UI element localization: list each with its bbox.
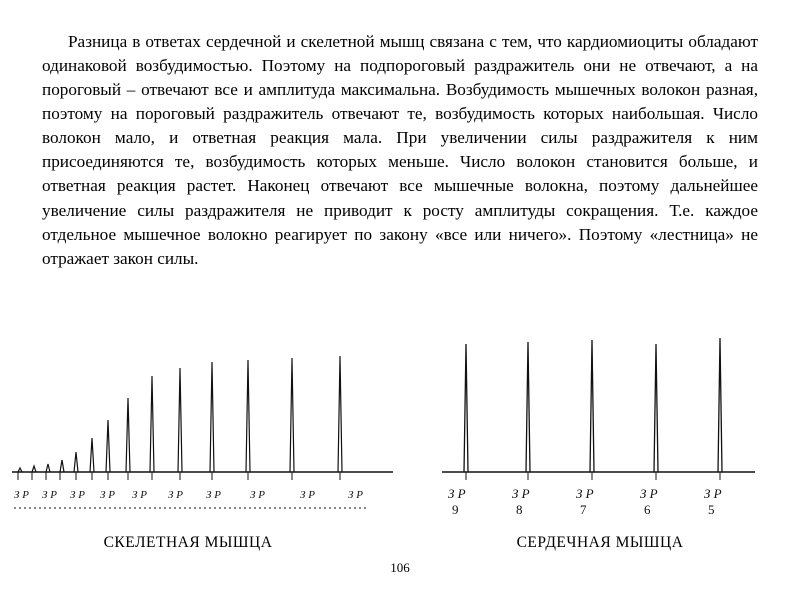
skeletal-marker-labels	[14, 489, 363, 501]
figures-container	[0, 322, 800, 562]
svg-text:8: 8	[516, 502, 523, 517]
svg-text:З Р: З Р	[448, 486, 466, 501]
svg-text:З Р: З Р	[300, 489, 315, 501]
svg-text:З Р: З Р	[250, 489, 265, 501]
svg-text:З Р: З Р	[348, 489, 363, 501]
svg-text:З Р: З Р	[14, 489, 29, 501]
svg-text:З Р: З Р	[206, 489, 221, 501]
cardiac-muscle-chart	[430, 322, 770, 527]
svg-text:З Р: З Р	[576, 486, 594, 501]
svg-text:7: 7	[580, 502, 587, 517]
svg-text:6: 6	[644, 502, 651, 517]
svg-text:9: 9	[452, 502, 459, 517]
figure-caption-skeletal: СКЕЛЕТНАЯ МЫШЦА	[103, 534, 273, 551]
svg-text:З Р: З Р	[640, 486, 658, 501]
skeletal-muscle-chart	[8, 322, 408, 527]
svg-text:5: 5	[708, 502, 715, 517]
body-paragraph: Разница в ответах сердечной и скелетной мышц связана с тем, что кардиомиоциты обладают одинаковой возбудимостью. Поэтому на подпороговый раздражитель они не отвечают, а на пороговый – отвечают все и амплитуда максимальна. Возбудимость мышечных волокон разная, поэтому на пороговый раздражитель отвечают те, возбудимость которых наибольшая. Число волокон мало, и ответная реакция мала. При увеличении силы раздражителя к ним присоединяются те, возбудимость которых меньше. Число волокон становится больше, и ответная реакция растет. Наконец отвечают все мышечные волокна, поэтому дальнейшее увеличение силы раздражителя не приводит к росту амплитуды сокращения. Т.е. каждое отдельное мышечное волокно реагирует по закону «все или ничего». Поэтому «лестница» не отражает закон силы.	[42, 32, 758, 268]
figure-skeletal-muscle	[8, 322, 408, 551]
figure-cardiac-muscle	[430, 322, 770, 551]
svg-text:З Р: З Р	[132, 489, 147, 501]
svg-text:З Р: З Р	[42, 489, 57, 501]
cardiac-marker-labels	[448, 486, 722, 501]
svg-text:З Р: З Р	[704, 486, 722, 501]
cardiac-axis-labels	[452, 502, 715, 517]
svg-text:З Р: З Р	[100, 489, 115, 501]
svg-text:З Р: З Р	[168, 489, 183, 501]
svg-text:З Р: З Р	[512, 486, 530, 501]
page-number: 106	[390, 560, 410, 575]
figure-caption-cardiac: СЕРДЕЧНАЯ МЫШЦА	[516, 534, 684, 551]
svg-text:З Р: З Р	[70, 489, 85, 501]
